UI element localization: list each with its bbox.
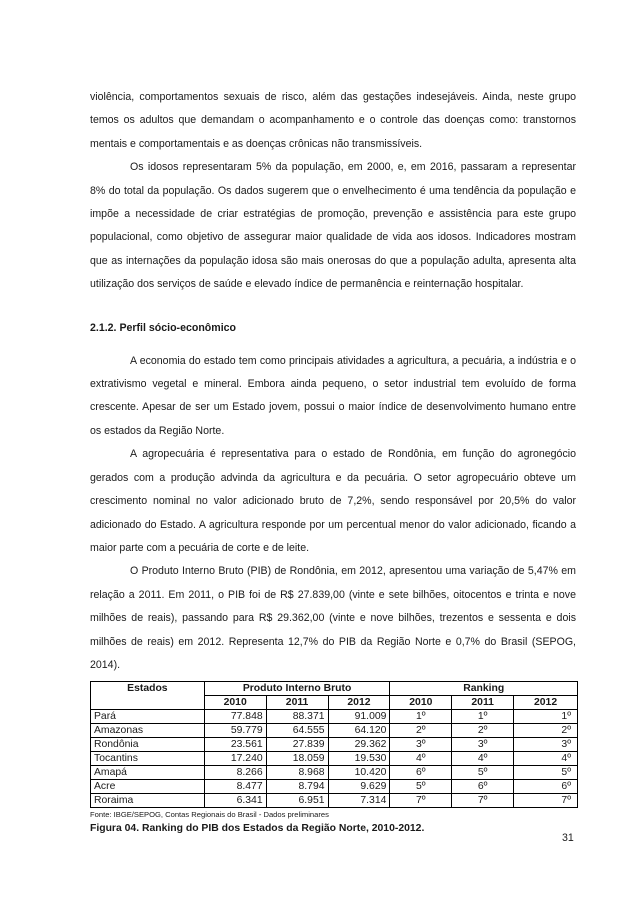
header-year: 2011 bbox=[452, 696, 514, 710]
pib-cell: 9.629 bbox=[328, 780, 390, 794]
header-year: 2011 bbox=[266, 696, 328, 710]
section-heading: 2.1.2. Perfil sócio-econômico bbox=[90, 321, 237, 334]
state-cell: Tocantins bbox=[91, 752, 205, 766]
pib-cell: 6.341 bbox=[204, 794, 266, 808]
pib-cell: 29.362 bbox=[328, 738, 390, 752]
paragraph-continuation: violência, comportamentos sexuais de risco, além das gestações indesejáveis. Ainda, neste grupo temos os adultos que demandam o acompanhamento e o controle das doenças como: transtornos mentais e comportamentais e as doenças crônicas não transmissíveis. bbox=[90, 91, 576, 150]
rank-cell: 3º bbox=[452, 738, 514, 752]
pib-cell: 23.561 bbox=[204, 738, 266, 752]
header-year: 2010 bbox=[390, 696, 452, 710]
header-year: 2012 bbox=[514, 696, 578, 710]
rank-cell: 5º bbox=[514, 766, 578, 780]
state-cell: Roraima bbox=[91, 794, 205, 808]
pib-cell: 19.530 bbox=[328, 752, 390, 766]
state-cell: Rondônia bbox=[91, 738, 205, 752]
rank-cell: 1º bbox=[390, 710, 452, 724]
paragraph-economy: A economia do estado tem como principais atividades a agricultura, a pecuária, a indústria e o extrativismo vegetal e mineral. Embora ainda pequeno, o setor industrial tem evoluído de forma crescente. Apesar de ser um Estado jovem, possui o maior índice de desenvolvimento humano entre os estados da Região Norte. bbox=[90, 354, 576, 437]
pib-ranking-table bbox=[90, 681, 578, 808]
table-row bbox=[91, 766, 578, 780]
state-cell: Pará bbox=[91, 710, 205, 724]
rank-cell: 7º bbox=[390, 794, 452, 808]
pib-cell: 59.779 bbox=[204, 724, 266, 738]
state-cell: Amapá bbox=[91, 766, 205, 780]
table-source: Fonte: IBGE/SEPOG, Contas Regionais do Brasil - Dados preliminares bbox=[90, 810, 329, 820]
rank-cell: 5º bbox=[452, 766, 514, 780]
rank-cell: 7º bbox=[452, 794, 514, 808]
rank-cell: 1º bbox=[452, 710, 514, 724]
paragraph-agriculture: A agropecuária é representativa para o estado de Rondônia, em função do agronegócio gerados com a produção advinda da agricultura e da pecuária. O setor agropecuário obteve um crescimento nominal no valor adicionado bruto de 7,2%, sendo responsável por 20,5% do valor adicionado do Estado. A agricultura responde por um percentual menor do valor adicionado, ficando a maior parte com a pecuária de corte e de leite. bbox=[90, 448, 576, 554]
table-row bbox=[91, 794, 578, 808]
pib-cell: 64.120 bbox=[328, 724, 390, 738]
page-content bbox=[90, 86, 576, 835]
table-row bbox=[91, 752, 578, 766]
pib-cell: 17.240 bbox=[204, 752, 266, 766]
rank-cell: 3º bbox=[390, 738, 452, 752]
figure-caption: Figura 04. Ranking do PIB dos Estados da Região Norte, 2010-2012. bbox=[90, 823, 425, 835]
table-row bbox=[91, 738, 578, 752]
paragraph-elderly: Os idosos representaram 5% da população, em 2000, e, em 2016, passaram a representar 8% do total da população. Os dados sugerem que o envelhecimento é uma tendência da população e impõe a necessidade de criar estratégias de promoção, prevenção e assistência para este grupo populacional, como objetivo de assegurar maior qualidade de vida aos idosos. Indicadores mostram que as internações da população idosa são mais onerosas do que a população adulta, apresenta alta utilização dos serviços de saúde e elevado índice de permanência e reinternação hospitalar. bbox=[90, 161, 576, 291]
rank-cell: 4º bbox=[514, 752, 578, 766]
rank-cell: 4º bbox=[390, 752, 452, 766]
rank-cell: 6º bbox=[452, 780, 514, 794]
page-number: 31 bbox=[562, 832, 574, 844]
rank-cell: 2º bbox=[390, 724, 452, 738]
state-cell: Amazonas bbox=[91, 724, 205, 738]
pib-cell: 7.314 bbox=[328, 794, 390, 808]
pib-cell: 64.555 bbox=[266, 724, 328, 738]
table-header-row bbox=[91, 682, 578, 696]
pib-cell: 8.477 bbox=[204, 780, 266, 794]
rank-cell: 1º bbox=[514, 710, 578, 724]
pib-cell: 6.951 bbox=[266, 794, 328, 808]
header-pib: Produto Interno Bruto bbox=[204, 682, 390, 696]
table-row bbox=[91, 724, 578, 738]
pib-cell: 88.371 bbox=[266, 710, 328, 724]
pib-cell: 18.059 bbox=[266, 752, 328, 766]
pib-cell: 8.968 bbox=[266, 766, 328, 780]
header-ranking: Ranking bbox=[390, 682, 578, 696]
rank-cell: 6º bbox=[390, 766, 452, 780]
pib-cell: 27.839 bbox=[266, 738, 328, 752]
header-year: 2012 bbox=[328, 696, 390, 710]
rank-cell: 7º bbox=[514, 794, 578, 808]
table-row bbox=[91, 780, 578, 794]
pib-cell: 91.009 bbox=[328, 710, 390, 724]
rank-cell: 3º bbox=[514, 738, 578, 752]
rank-cell: 6º bbox=[514, 780, 578, 794]
state-cell: Acre bbox=[91, 780, 205, 794]
rank-cell: 2º bbox=[514, 724, 578, 738]
rank-cell: 5º bbox=[390, 780, 452, 794]
table-body bbox=[91, 710, 578, 808]
table-row bbox=[91, 710, 578, 724]
header-states: Estados bbox=[91, 682, 205, 710]
rank-cell: 4º bbox=[452, 752, 514, 766]
paragraph-pib: O Produto Interno Bruto (PIB) de Rondônia, em 2012, apresentou uma variação de 5,47% em relação a 2011. Em 2011, o PIB foi de R$ 27.839,00 (vinte e sete bilhões, oitocentos e trinta e nove milhões de reais), passando para R$ 29.362,00 (vinte e nove bilhões, trezentos e sessenta e dois milhões de reais) em 2012. Representa 12,7% do PIB da Região Norte e 0,7% do Brasil (SEPOG, 2014). bbox=[90, 565, 576, 671]
pib-cell: 77.848 bbox=[204, 710, 266, 724]
pib-cell: 10.420 bbox=[328, 766, 390, 780]
pib-cell: 8.794 bbox=[266, 780, 328, 794]
header-year: 2010 bbox=[204, 696, 266, 710]
pib-cell: 8.266 bbox=[204, 766, 266, 780]
rank-cell: 2º bbox=[452, 724, 514, 738]
